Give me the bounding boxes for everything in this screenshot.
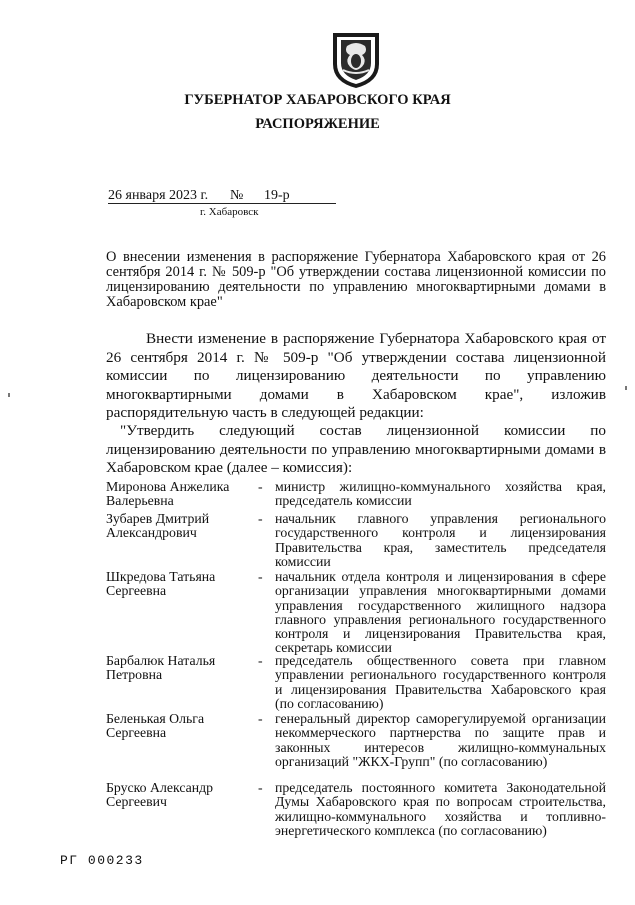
- member-dash: -: [258, 653, 263, 668]
- date-number-line: [108, 188, 336, 206]
- member-name: Зубарев Дмитрий Александрович: [106, 511, 210, 541]
- member-role: председатель общественного совета при главном управлении регионального государственного контроля и лицензирования Правительства Хабаровского края (по согласованию): [275, 653, 606, 711]
- scan-speck: [8, 393, 10, 397]
- authority-title: ГУБЕРНАТОР ХАБАРОВСКОГО КРАЯ: [184, 92, 451, 108]
- member-dash: -: [258, 780, 263, 795]
- document-number: 19-р: [264, 188, 290, 203]
- scan-speck: [625, 386, 627, 390]
- member-role: министр жилищно-коммунального хозяйства края, председатель комиссии: [275, 479, 606, 509]
- body-paragraph-2: "Утвердить следующий состав лицензионной комиссии по лицензированию деятельности по управлению многоквартирными домами в Хабаровском крае (далее – комиссия):: [106, 422, 606, 476]
- member-role: генеральный директор саморегулируемой организации некоммерческого партнерства по защите прав и законных интересов жилищно-коммунальных организаций "ЖКХ-Групп" (по согласованию): [275, 711, 606, 769]
- member-name: Беленькая Ольга Сергеевна: [106, 711, 205, 741]
- document-subject: О внесении изменения в распоряжение Губернатора Хабаровского края от 26 сентября 2014 г. № 509-р "Об утверждении состава лицензионной комиссии по лицензированию деятельности по управлению многоквартирными домами в Хабаровском крае": [106, 249, 606, 310]
- member-name: Шкредова Татьяна Сергеевна: [106, 569, 216, 599]
- member-role: начальник главного управления регионального государственного контроля и лицензирования Правительства края, заместитель председателя комиссии: [275, 511, 606, 569]
- form-serial-number: РГ 000233: [60, 853, 144, 868]
- member-name: Бруско Александр Сергеевич: [106, 780, 214, 810]
- date-number-underline: [108, 203, 336, 204]
- member-dash: -: [258, 479, 263, 494]
- body-paragraph-1: Внести изменение в распоряжение Губернатора Хабаровского края от 26 сентября 2014 г. № 509-р "Об утверждении состава лицензионной комиссии по лицензированию деятельности по управлению многоквартирными домами в Хабаровском крае", изложив распорядительную часть в следующей редакции:: [106, 330, 606, 421]
- document-type-title: РАСПОРЯЖЕНИЕ: [255, 116, 380, 132]
- member-role: начальник отдела контроля и лицензирования в сфере организации управления многоквартирными домами управления государственного жилищного надзора главного управления регионального государственного контроля и лицензирования Правительства края, секретарь комиссии: [275, 569, 606, 656]
- member-role: председатель постоянного комитета Законодательной Думы Хабаровского края по вопросам строительства, жилищно-коммунального хозяйства и топливно-энергетического комплекса (по согласованию): [275, 780, 606, 838]
- number-sign: №: [230, 188, 244, 203]
- member-name: Миронова Анжелика Валерьевна: [106, 479, 230, 509]
- coat-of-arms-emblem: [329, 30, 383, 90]
- document-date: 26 января 2023 г.: [108, 188, 209, 203]
- member-dash: -: [258, 569, 263, 584]
- document-city: г. Хабаровск: [200, 206, 259, 218]
- member-dash: -: [258, 711, 263, 726]
- member-dash: -: [258, 511, 263, 526]
- member-name: Барбалюк Наталья Петровна: [106, 653, 216, 683]
